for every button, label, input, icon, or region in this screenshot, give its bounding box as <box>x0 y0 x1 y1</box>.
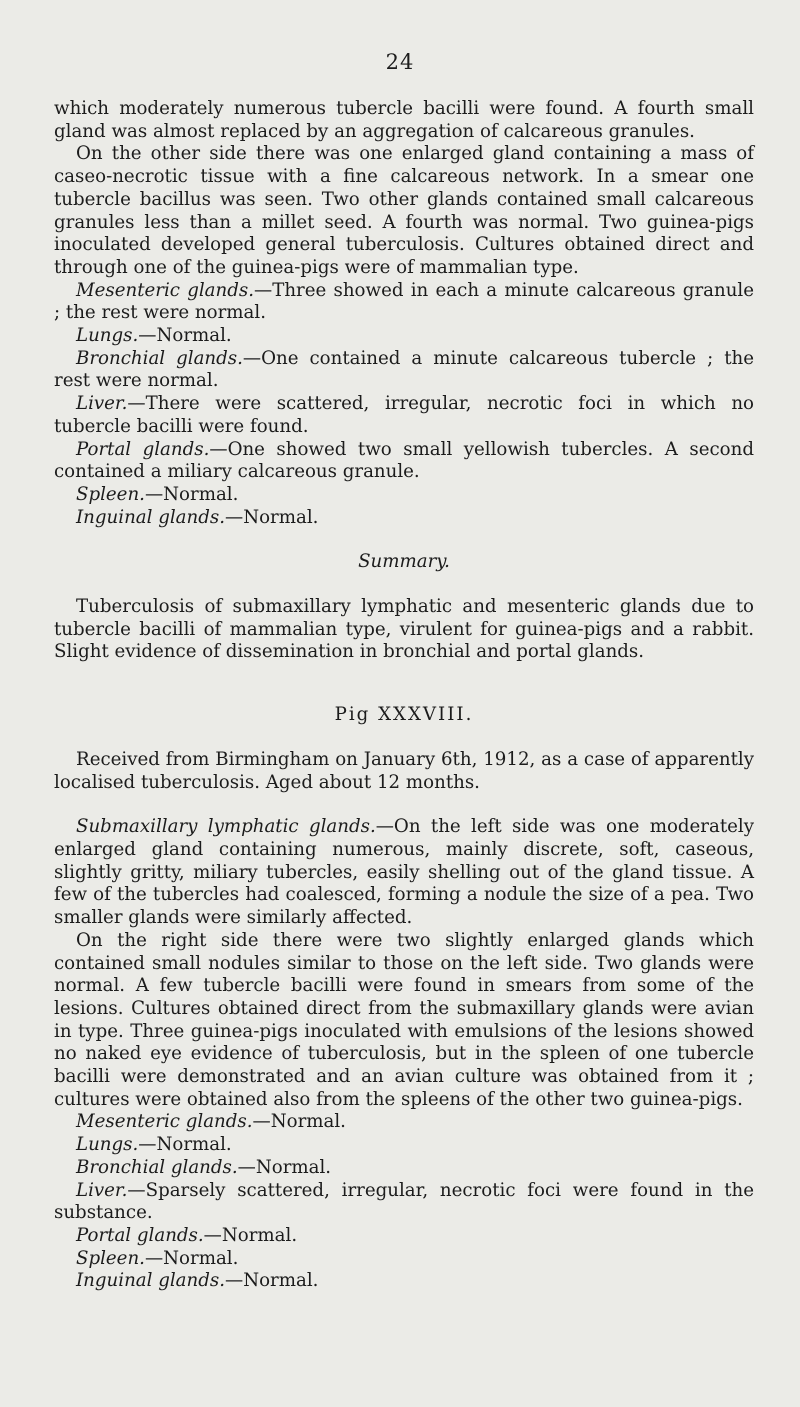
page-number: 24 <box>385 50 415 74</box>
organ-entry: Spleen.—Normal. <box>76 483 239 505</box>
organ-entry: Lungs.—Normal. <box>76 1134 232 1156</box>
organ-entry: Mesenteric glands.—Three showed in each a minute calcareous granule ; the rest were normal. <box>54 279 754 324</box>
organ-entry: Liver.—Sparsely scattered, irregular, necrotic foci were found in the substance. <box>54 1179 754 1224</box>
organ-entry: Bronchial glands.—One contained a minute calcareous tubercle ; the rest were normal. <box>54 347 754 392</box>
organ-entry: Portal glands.—Normal. <box>76 1224 298 1246</box>
summary-paragraph: Tuberculosis of submaxillary lymphatic and mesenteric glands due to tubercle bacilli of mammalian type, virulent for guinea-pigs and a rabbit. Slight evidence of dissemination in bronchial and portal glands. <box>54 596 754 663</box>
paragraph-other-side: On the other side there was one enlarged gland containing a mass of caseo-necrotic tissue with a fine calcareous network. In a smear one tubercle bacillus was seen. Two other glands contained small calcareous granules less than a millet seed. A fourth was normal. Two guinea-pigs inoculated developed general tuberculosis. Cultures obtained direct and through one of the guinea-pigs were of mammalian type. <box>54 143 754 278</box>
organ-entry: Inguinal glands.—Normal. <box>76 1270 319 1292</box>
organ-entry: Bronchial glands.—Normal. <box>76 1156 332 1178</box>
organ-entry: Portal glands.—One showed two small yellowish tubercles. A second contained a miliary calcareous granule. <box>54 438 754 483</box>
organ-entry: Inguinal glands.—Normal. <box>76 506 319 528</box>
page-body <box>54 98 754 1293</box>
received-paragraph: Received from Birmingham on January 6th, 1912, as a case of apparently localised tuberculosis. Aged about 12 months. <box>54 748 754 793</box>
organ-entry: Mesenteric glands.—Normal. <box>76 1111 346 1133</box>
organ-entry: Spleen.—Normal. <box>76 1247 239 1269</box>
case-heading: Pig XXXVIII. <box>334 704 474 726</box>
organ-entry: Lungs.—Normal. <box>76 325 232 347</box>
organ-entry: Liver.—There were scattered, irregular, necrotic foci in which no tubercle bacilli were found. <box>54 393 754 437</box>
summary-heading: Summary. <box>358 551 450 573</box>
right-side-paragraph: On the right side there were two slightly enlarged glands which contained small nodules similar to those on the left side. Two glands were normal. A few tubercle bacilli were found in smears from some of the lesions. Cultures obtained direct from the submaxillary glands were avian in type. Three guinea-pigs inoculated with emulsions of the lesions showed no naked eye evidence of tuberculosis, but in the spleen of one tubercle bacilli were demonstrated and an avian culture was obtained from it ; cultures were obtained also from the spleens of the other two guinea-pigs. <box>54 929 754 1110</box>
paragraph-continuation: which moderately numerous tubercle bacilli were found. A fourth small gland was almost replaced by an aggregation of calcareous granules. <box>54 98 754 142</box>
submaxillary-paragraph: Submaxillary lymphatic glands.—On the left side was one moderately enlarged gland containing numerous, mainly discrete, soft, caseous, slightly gritty, miliary tubercles, easily shelling out of the gland tissue. A few of the tubercles had coalesced, forming a nodule the size of a pea. Two smaller glands were similarly affected. <box>54 816 755 929</box>
